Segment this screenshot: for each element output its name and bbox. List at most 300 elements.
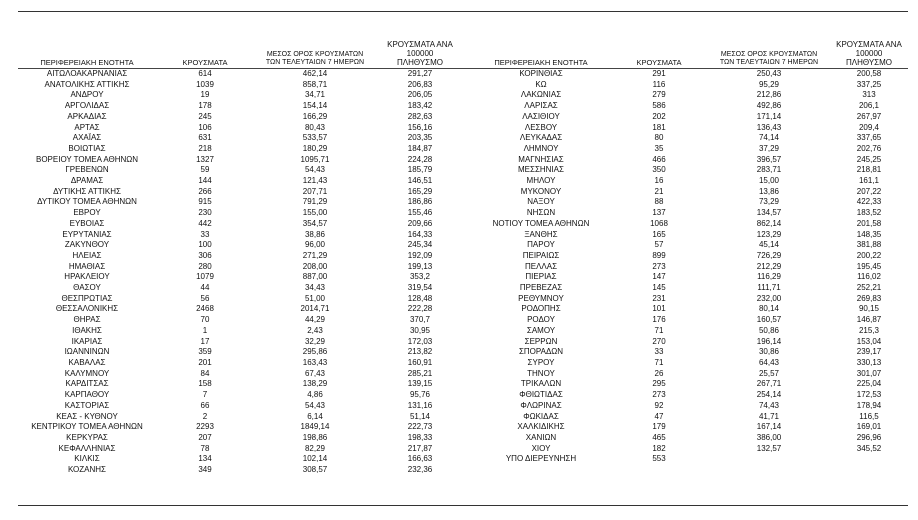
left-region-cell: ΙΘΑΚΗΣ: [72, 325, 102, 335]
right-per-cell: 195,45: [856, 261, 882, 271]
header-gap: [464, 40, 472, 69]
right-cases-cell: 553: [652, 454, 666, 464]
left-per-cell: 139,15: [407, 379, 433, 389]
right-avg-cell: 74,43: [758, 400, 780, 410]
table-row: [18, 315, 908, 326]
left-avg-cell: 80,43: [304, 122, 326, 132]
left-region-cell: ΕΥΒΟΙΑΣ: [69, 218, 105, 228]
header-avg-right-line2: ΤΩΝ ΤΕΛΕΥΤΑΙΩΝ 7 ΗΜΕΡΩΝ: [719, 59, 819, 66]
left-per-cell: 186,86: [407, 197, 433, 207]
right-per-cell: 313: [862, 90, 876, 100]
right-region-cell: ΧΙΟΥ: [531, 443, 551, 453]
left-region-cell: ΕΒΡΟΥ: [73, 208, 101, 218]
left-region-cell: ΘΕΣΠΡΩΤΙΑΣ: [61, 293, 113, 303]
left-per-cell: 203,35: [407, 133, 433, 143]
column-gap: [464, 326, 472, 337]
right-cases-cell: 586: [652, 101, 666, 111]
table-body: [18, 69, 908, 476]
table-row: [18, 444, 908, 455]
column-gap: [464, 219, 472, 230]
left-per-cell: 222,73: [407, 422, 433, 432]
left-per-cell: 95,76: [409, 390, 431, 400]
left-region-cell: ΑΡΚΑΔΙΑΣ: [67, 111, 107, 121]
left-avg-cell: 166,29: [302, 111, 328, 121]
left-avg-cell: 82,29: [304, 443, 326, 453]
right-per-cell: 90,15: [858, 304, 880, 314]
left-region-cell: ΑΝΑΤΟΛΙΚΗΣ ΑΤΤΙΚΗΣ: [44, 79, 130, 89]
left-avg-cell: 102,14: [302, 454, 328, 464]
right-cases-cell: 165: [652, 229, 666, 239]
left-avg-cell: 51,00: [304, 293, 326, 303]
right-region-cell: ΧΑΛΚΙΔΙΚΗΣ: [517, 422, 565, 432]
left-region-cell: ΒΟΙΩΤΙΑΣ: [68, 143, 106, 153]
left-cases-cell: 201: [198, 357, 212, 367]
right-per-cell: 201,58: [856, 218, 882, 228]
column-gap: [464, 369, 472, 380]
left-avg-cell: 6,14: [307, 411, 323, 421]
table-row: [18, 465, 908, 476]
left-cases-cell: 134: [198, 454, 212, 464]
right-cases-cell: 279: [652, 90, 666, 100]
left-per-cell: 146,51: [407, 176, 433, 186]
header-avg-right-line1: ΜΕΣΟΣ ΟΡΟΣ ΚΡΟΥΣΜΑΤΩΝ: [720, 51, 818, 58]
left-avg-cell: 1849,14: [300, 422, 330, 432]
right-avg-cell: 25,57: [758, 368, 780, 378]
left-cases-cell: 2: [202, 411, 208, 421]
right-per-cell: 148,35: [856, 229, 882, 239]
left-avg-cell: 858,71: [302, 79, 328, 89]
right-region-cell: ΠΑΡΟΥ: [527, 240, 555, 250]
left-region-cell: ΗΛΕΙΑΣ: [72, 250, 102, 260]
right-cases-cell: 88: [654, 197, 664, 207]
header-per-right-line2: ΠΛΗΘΥΣΜΟ: [845, 58, 893, 67]
left-region-cell: ΔΥΤΙΚΗΣ ΑΤΤΙΚΗΣ: [53, 186, 121, 196]
left-cases-cell: 280: [198, 261, 212, 271]
right-per-cell: 206,1: [858, 101, 880, 111]
right-cases-cell: 147: [652, 272, 666, 282]
right-cases-cell: 21: [654, 186, 664, 196]
right-avg-cell: 862,14: [756, 218, 782, 228]
column-gap: [464, 379, 472, 390]
left-avg-cell: 54,43: [304, 165, 326, 175]
right-per-cell: 337,25: [856, 79, 882, 89]
left-cases-cell: 78: [200, 443, 210, 453]
left-region-cell: ΗΡΑΚΛΕΙΟΥ: [64, 272, 110, 282]
left-cases-cell: 33: [200, 229, 210, 239]
left-region-cell: ΚΕΑΣ - ΚΥΘΝΟΥ: [56, 411, 118, 421]
right-per-cell: 178,94: [856, 400, 882, 410]
right-per-cell: 207,22: [856, 186, 882, 196]
table-row: [18, 412, 908, 423]
left-region-cell: ΔΥΤΙΚΟΥ ΤΟΜΕΑ ΑΘΗΝΩΝ: [37, 197, 137, 207]
column-gap: [464, 165, 472, 176]
header-cases-right: ΚΡΟΥΣΜΑΤΑ: [610, 40, 708, 69]
right-region-cell: ΠΙΕΡΙΑΣ: [525, 272, 557, 282]
right-region-cell: ΠΕΙΡΑΙΩΣ: [522, 250, 560, 260]
left-per-cell: 199,13: [407, 261, 433, 271]
left-per-cell: 224,28: [407, 154, 433, 164]
right-cases-cell: 137: [652, 208, 666, 218]
right-cases-cell: 270: [652, 336, 666, 346]
right-region-cell: ΚΩ: [535, 79, 547, 89]
right-per-cell: 116,5: [859, 411, 879, 421]
right-cases-cell: 291: [652, 69, 666, 78]
right-avg-cell: 73,29: [758, 197, 780, 207]
left-per-cell: 131,16: [407, 400, 433, 410]
table-row: [18, 176, 908, 187]
right-region-cell: ΡΟΔΟΥ: [527, 315, 555, 325]
right-avg-cell: 726,29: [756, 250, 782, 260]
right-cases-cell: 231: [652, 293, 666, 303]
left-region-cell: ΚΕΝΤΡΙΚΟΥ ΤΟΜΕΑ ΑΘΗΝΩΝ: [31, 422, 143, 432]
left-avg-cell: 198,86: [302, 432, 328, 442]
right-region-cell: [472, 465, 610, 476]
right-per-cell: 267,97: [856, 111, 882, 121]
header-avg-right: [708, 40, 830, 69]
left-cases-cell: 17: [200, 336, 210, 346]
left-cases-cell: 614: [198, 69, 212, 78]
left-region-cell: ΙΚΑΡΙΑΣ: [71, 336, 103, 346]
header-region-left: ΠΕΡΙΦΕΡΕΙΑΚΗ ΕΝΟΤΗΤΑ: [18, 40, 156, 69]
left-avg-cell: 138,29: [302, 379, 328, 389]
column-gap: [464, 315, 472, 326]
column-gap: [464, 401, 472, 412]
left-cases-cell: 349: [198, 465, 212, 475]
right-per-cell: 252,21: [856, 283, 882, 293]
right-region-cell: ΛΑΚΩΝΙΑΣ: [520, 90, 562, 100]
right-per-cell: 169,01: [856, 422, 882, 432]
left-region-cell: ΖΑΚΥΝΘΟΥ: [64, 240, 110, 250]
left-region-cell: ΑΧΑΪΑΣ: [72, 133, 102, 143]
column-gap: [464, 272, 472, 283]
right-avg-cell: [708, 465, 830, 476]
table-row: [18, 379, 908, 390]
left-region-cell: ΒΟΡΕΙΟΥ ΤΟΜΕΑ ΑΘΗΝΩΝ: [35, 154, 139, 164]
right-avg-cell: 396,57: [756, 154, 782, 164]
right-region-cell: ΧΑΝΙΩΝ: [525, 432, 557, 442]
table-row: [18, 337, 908, 348]
right-region-cell: ΦΘΙΩΤΙΔΑΣ: [519, 390, 563, 400]
cases-table-container: [18, 40, 908, 476]
left-per-cell: 164,33: [407, 229, 433, 239]
left-avg-cell: 295,86: [302, 347, 328, 357]
left-cases-cell: 66: [200, 400, 210, 410]
left-per-cell: 285,21: [407, 368, 433, 378]
table-row: [18, 197, 908, 208]
left-per-cell: 128,48: [407, 293, 433, 303]
table-row: [18, 304, 908, 315]
left-region-cell: ΚΑΡΠΑΘΟΥ: [64, 390, 110, 400]
right-per-cell: 381,88: [856, 240, 882, 250]
left-cases-cell: 442: [198, 218, 212, 228]
table-row: [18, 219, 908, 230]
right-region-cell: ΡΟΔΟΠΗΣ: [521, 304, 561, 314]
right-per-cell: 202,76: [856, 143, 882, 153]
right-avg-cell: 492,86: [756, 101, 782, 111]
table-row: [18, 433, 908, 444]
left-avg-cell: 271,29: [302, 250, 328, 260]
column-gap: [464, 390, 472, 401]
left-region-cell: ΑΝΔΡΟΥ: [70, 90, 104, 100]
table-row: [18, 294, 908, 305]
column-gap: [464, 294, 472, 305]
right-avg-cell: 50,86: [758, 325, 780, 335]
left-cases-cell: 306: [198, 250, 212, 260]
right-region-cell: ΝΑΞΟΥ: [527, 197, 555, 207]
right-region-cell: ΠΡΕΒΕΖΑΣ: [519, 283, 563, 293]
right-avg-cell: 254,14: [756, 390, 782, 400]
right-region-cell: ΞΑΝΘΗΣ: [524, 229, 558, 239]
right-avg-cell: 45,14: [758, 240, 780, 250]
left-avg-cell: 4,86: [307, 390, 323, 400]
column-gap: [464, 337, 472, 348]
right-avg-cell: 74,14: [758, 133, 780, 143]
left-per-cell: 206,83: [407, 79, 433, 89]
right-region-cell: ΣΥΡΟΥ: [527, 357, 555, 367]
right-avg-cell: 123,29: [756, 229, 782, 239]
left-per-cell: 198,33: [407, 432, 433, 442]
header-per-right: [830, 40, 908, 69]
table-row: [18, 101, 908, 112]
left-cases-cell: 2468: [196, 304, 214, 314]
right-avg-cell: 267,71: [756, 379, 782, 389]
right-avg-cell: 136,43: [756, 122, 782, 132]
right-avg-cell: 30,86: [758, 347, 780, 357]
right-cases-cell: 145: [652, 283, 666, 293]
right-cases-cell: 71: [654, 325, 664, 335]
right-per-cell: 153,04: [856, 336, 882, 346]
left-per-cell: 51,14: [409, 411, 431, 421]
right-avg-cell: 64,43: [758, 357, 780, 367]
left-per-cell: 217,87: [407, 443, 433, 453]
table-row: [18, 454, 908, 465]
column-gap: [464, 454, 472, 465]
right-per-cell: 225,04: [856, 379, 882, 389]
left-region-cell: ΚΑΒΑΛΑΣ: [68, 357, 106, 367]
left-cases-cell: 178: [198, 101, 212, 111]
right-region-cell: ΡΕΘΥΜΝΟΥ: [518, 293, 564, 303]
left-region-cell: ΚΙΛΚΙΣ: [74, 454, 100, 464]
right-cases-cell: 465: [652, 432, 666, 442]
right-per-cell: 183,52: [856, 208, 882, 218]
left-avg-cell: 207,71: [302, 186, 328, 196]
right-cases-cell: 179: [652, 422, 666, 432]
right-region-cell: ΛΑΡΙΣΑΣ: [524, 101, 558, 111]
right-region-cell: ΣΑΜΟΥ: [526, 325, 556, 335]
table-row: [18, 208, 908, 219]
top-rule: [18, 11, 908, 12]
left-region-cell: ΚΟΖΑΝΗΣ: [67, 465, 107, 475]
column-gap: [464, 144, 472, 155]
right-per-cell: 161,1: [858, 176, 880, 186]
left-avg-cell: 154,14: [302, 101, 328, 111]
left-per-cell: 172,03: [407, 336, 433, 346]
table-row: [18, 240, 908, 251]
right-cases-cell: 176: [652, 315, 666, 325]
left-avg-cell: 1095,71: [300, 154, 330, 164]
left-cases-cell: 631: [198, 133, 212, 143]
right-region-cell: ΥΠΟ ΔΙΕΡΕΥΝΗΣΗ: [505, 454, 577, 464]
header-region-right: ΠΕΡΙΦΕΡΕΙΑΚΗ ΕΝΟΤΗΤΑ: [472, 40, 610, 69]
left-cases-cell: 230: [198, 208, 212, 218]
right-region-cell: ΣΕΡΡΩΝ: [524, 336, 558, 346]
right-avg-cell: 212,86: [756, 90, 782, 100]
right-per-cell: 345,52: [856, 443, 882, 453]
left-avg-cell: 44,29: [304, 315, 326, 325]
right-per-cell: 296,96: [856, 432, 882, 442]
right-cases-cell: 57: [654, 240, 664, 250]
left-per-cell: 282,63: [407, 111, 433, 121]
table-row: [18, 155, 908, 166]
right-cases-cell: 181: [652, 122, 666, 132]
header-avg-left-line1: ΜΕΣΟΣ ΟΡΟΣ ΚΡΟΥΣΜΑΤΩΝ: [266, 51, 364, 58]
left-avg-cell: 791,29: [302, 197, 328, 207]
right-avg-cell: 95,29: [758, 79, 780, 89]
left-cases-cell: 245: [198, 111, 212, 121]
left-per-cell: 245,34: [407, 240, 433, 250]
column-gap: [464, 176, 472, 187]
table-row: [18, 390, 908, 401]
left-per-cell: 213,82: [407, 347, 433, 357]
right-cases-cell: 16: [654, 176, 664, 186]
right-cases-cell: 92: [654, 400, 664, 410]
left-region-cell: ΚΑΛΥΜΝΟΥ: [64, 368, 110, 378]
left-per-cell: 319,54: [407, 283, 433, 293]
right-region-cell: ΤΗΝΟΥ: [527, 368, 555, 378]
left-avg-cell: 533,57: [302, 133, 328, 143]
table-row: [18, 358, 908, 369]
left-region-cell: ΚΑΣΤΟΡΙΑΣ: [64, 400, 110, 410]
right-region-cell: ΛΕΥΚΑΔΑΣ: [519, 133, 563, 143]
left-per-cell: 184,87: [407, 143, 433, 153]
left-avg-cell: 163,43: [302, 357, 328, 367]
left-avg-cell: 208,00: [302, 261, 328, 271]
table-row: [18, 90, 908, 101]
right-region-cell: ΝΟΤΙΟΥ ΤΟΜΕΑ ΑΘΗΝΩΝ: [492, 218, 590, 228]
right-cases-cell: 33: [654, 347, 664, 357]
right-per-cell: 239,17: [856, 347, 882, 357]
right-region-cell: ΠΕΛΛΑΣ: [524, 261, 558, 271]
left-region-cell: ΑΡΓΟΛΙΔΑΣ: [64, 101, 110, 111]
left-avg-cell: 308,57: [302, 465, 328, 475]
table-row: [18, 272, 908, 283]
right-avg-cell: 41,71: [758, 411, 780, 421]
header-avg-left-line2: ΤΩΝ ΤΕΛΕΥΤΑΙΩΝ 7 ΗΜΕΡΩΝ: [265, 59, 365, 66]
column-gap: [464, 187, 472, 198]
table-row: [18, 326, 908, 337]
left-region-cell: ΙΩΑΝΝΙΝΩΝ: [64, 347, 110, 357]
right-avg-cell: 283,71: [756, 165, 782, 175]
cases-table: [18, 40, 908, 476]
left-avg-cell: 180,29: [302, 143, 328, 153]
header-avg-left: [254, 40, 376, 69]
column-gap: [464, 465, 472, 476]
right-region-cell: ΝΗΣΩΝ: [526, 208, 556, 218]
table-row: [18, 230, 908, 241]
left-cases-cell: 19: [200, 90, 210, 100]
left-avg-cell: 2014,71: [300, 304, 330, 314]
column-gap: [464, 90, 472, 101]
left-avg-cell: 34,71: [304, 90, 326, 100]
left-avg-cell: 38,86: [304, 229, 326, 239]
left-cases-cell: 218: [198, 143, 212, 153]
right-per-cell: 330,13: [856, 357, 882, 367]
left-cases-cell: 56: [200, 293, 210, 303]
right-cases-cell: 273: [652, 261, 666, 271]
right-per-cell: 218,81: [856, 165, 882, 175]
column-gap: [464, 358, 472, 369]
table-row: [18, 401, 908, 412]
right-region-cell: ΜΕΣΣΗΝΙΑΣ: [518, 165, 564, 175]
right-cases-cell: 71: [654, 357, 664, 367]
column-gap: [464, 283, 472, 294]
column-gap: [464, 208, 472, 219]
right-avg-cell: 250,43: [756, 69, 782, 78]
table-row: [18, 251, 908, 262]
right-region-cell: ΛΑΣΙΘΙΟΥ: [522, 111, 560, 121]
left-avg-cell: 462,14: [302, 69, 328, 78]
left-per-cell: 370,7: [409, 315, 431, 325]
left-cases-cell: 84: [200, 368, 210, 378]
left-cases-cell: 7: [202, 390, 208, 400]
right-avg-cell: 80,14: [758, 304, 780, 314]
table-row: [18, 262, 908, 273]
right-region-cell: ΜΑΓΝΗΣΙΑΣ: [518, 154, 564, 164]
left-per-cell: 222,28: [407, 304, 433, 314]
table-row: [18, 165, 908, 176]
right-per-cell: [830, 465, 908, 476]
left-region-cell: ΚΑΡΔΙΤΣΑΣ: [65, 379, 109, 389]
right-avg-cell: 13,86: [758, 186, 780, 196]
header-per-left-line2: ΠΛΗΘΥΣΜΟ: [396, 58, 444, 67]
right-cases-cell: 26: [654, 368, 664, 378]
right-region-cell: ΦΛΩΡΙΝΑΣ: [520, 400, 562, 410]
left-cases-cell: 2293: [196, 422, 214, 432]
right-avg-cell: 134,57: [756, 208, 782, 218]
table-row: [18, 144, 908, 155]
right-region-cell: ΛΕΣΒΟΥ: [524, 122, 558, 132]
left-per-cell: 165,29: [407, 186, 433, 196]
right-per-cell: 200,22: [856, 250, 882, 260]
left-per-cell: 156,16: [407, 122, 433, 132]
right-per-cell: 215,3: [858, 325, 880, 335]
left-cases-cell: 100: [198, 240, 212, 250]
left-cases-cell: 44: [200, 283, 210, 293]
header-per-left-line1: ΚΡΟΥΣΜΑΤΑ ΑΝΑ 100000: [387, 40, 453, 58]
right-per-cell: 422,33: [856, 197, 882, 207]
left-cases-cell: 359: [198, 347, 212, 357]
left-cases-cell: 1: [202, 325, 208, 335]
right-cases-cell: 182: [652, 443, 666, 453]
column-gap: [464, 240, 472, 251]
left-region-cell: ΘΑΣΟΥ: [73, 283, 101, 293]
left-per-cell: 30,95: [409, 325, 431, 335]
column-gap: [464, 133, 472, 144]
left-avg-cell: 34,43: [304, 283, 326, 293]
right-avg-cell: 232,00: [756, 293, 782, 303]
table-row: [18, 187, 908, 198]
column-gap: [464, 444, 472, 455]
table-row: [18, 69, 908, 80]
header-per-left: [376, 40, 464, 69]
left-region-cell: ΕΥΡΥΤΑΝΙΑΣ: [62, 229, 112, 239]
right-per-cell: 116,02: [857, 272, 881, 282]
column-gap: [464, 412, 472, 423]
right-avg-cell: 167,14: [756, 422, 782, 432]
column-gap: [464, 262, 472, 273]
column-gap: [464, 197, 472, 208]
right-cases-cell: 35: [654, 143, 664, 153]
